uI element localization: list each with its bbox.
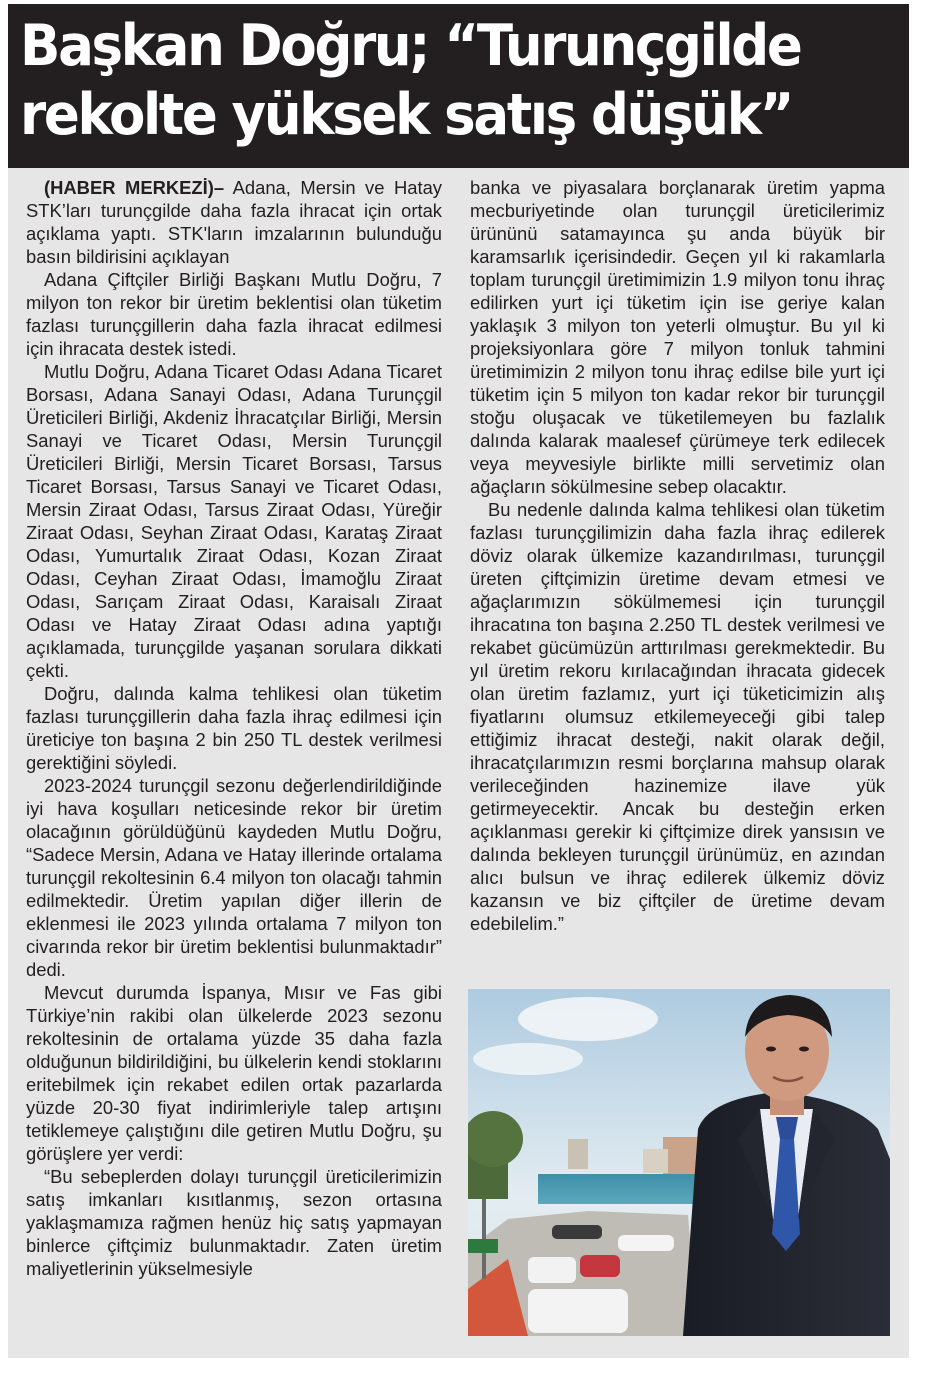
article-paragraph: Doğru, dalında kalma tehlikesi olan tüketim fazlası turunçgillerin daha fazla ihraç edilmesi için üreticiye ton başına 2 bin 250 TL destek verilmesi gerektiğini söyledi. [26,683,442,773]
article-column-right [470,176,885,935]
article-paragraph: Mutlu Doğru, Adana Ticaret Odası Adana Ticaret Borsası, Adana Sanayi Odası, Adana Turunçgil Üreticileri Birliği, Akdeniz İhracatçılar Birliği, Mersin Sanayi ve Ticaret Odası, Mersin Turunçgil Üreticileri Birliği, Mersin Ticaret Borsası, Tarsus Ticaret Borsası, Tarsus Sanayi ve Ticaret Odası, Mersin Ziraat Odası, Tarsus Ziraat Odası, Yüreğir Ziraat Odası, Seyhan Ziraat Odası, Karataş Ziraat Odası, Yumurtalık Ziraat Odası, Kozan Ziraat Odası, Ceyhan Ziraat Odası, İmamoğlu Ziraat Odası, Sarıçam Ziraat Odası, Karaisalı Ziraat Odası ve Hatay Ziraat Odası adına yaptığı açıklamada, turunçgilde yaşanan sorulara dikkati çekti. [26,361,442,681]
article-paragraph: Bu nedenle dalında kalma tehlikesi olan tüketim fazlası turunçgilimizin daha fazla ihraç edilerek döviz olarak ülkemize kazandırılması, turunçgil üreten çiftçimizin üretime devam etmesi ve ağaçlarımızın sökülmemesi için turunçgil ihracatına ton başına 2.250 TL destek verilmesi ve rekabet gücümüzün arttırılması gerekmektedir. Bu yıl üretim rekoru kırılacağından ihracata gidecek olan üretim fazlamız, yurt içi tüketicimizin alış fiyatlarını olumsuz etkilemeyeceği gibi talep ettiğimiz ihracat desteği, nakit olarak değil, ihracatçılarımızın resmi borçlarına mahsup olarak verileceğinden hazinemize ilave yük getirmeyecektir. Ancak bu desteğin erken açıklanması gerekir ki çiftçimize direk yansısın ve dalında bekleyen turunçgil ürünümüz, en azından alıcı bulsun ve ihraç edilerek ülkemiz döviz kazansın ve biz çiftçiler de üretime devam edebilelim.” [470,499,885,934]
article-paragraph: Adana Çiftçiler Birliği Başkanı Mutlu Doğru, 7 milyon ton rekor bir üretim beklentisi olan tüketim fazlası turunçgillerin daha fazla ihracat edilmesi için ihracata destek istedi. [26,269,442,359]
portrait-photo [468,989,890,1336]
article-paragraph: 2023-2024 turunçgil sezonu değerlendirildiğinde iyi hava koşulları neticesinde rekor bir üretim olacağının görüldüğünü kaydeden Mutlu Doğru, “Sadece Mersin, Adana ve Hatay illerinde ortalama turunçgil rekoltesinin 6.4 milyon ton olacağı tahmin edilmektedir. Üretim yapılan diğer illerin de eklenmesi ile 2023 yılında ortalama 7 milyon ton civarında rekor bir üretim beklentisi bulunmaktadır” dedi. [26,775,442,980]
headline-line-2: rekolte yüksek satış düşük” [20,82,793,148]
article-paragraph: Mevcut durumda İspanya, Mısır ve Fas gibi Türkiye’nin rakibi olan ülkelerde 2023 sezonu rekoltesinin de ortalama yüzde 35 daha fazla olduğunun bildirildiğini, bu ülkelerin kendi stoklarını eritebilmek için rekabet edilen ortak pazarlarda yüzde 20-30 fiyat indirimleriyle talep artışını tetiklemeye çalıştığını dile getiren Mutlu Doğru, şu görüşlere yer verdi: [26,982,442,1164]
headline-banner [8,4,909,168]
photo-illustration [468,989,890,1336]
news-source-tag: (HABER MERKEZİ)– [44,177,225,198]
article-paragraph: (HABER MERKEZİ)– Adana, Mersin ve Hatay STK’ları turunçgilde daha fazla ihracat için ortak açıklama yaptı. STK'ların imzalarının bulunduğu basın bildirisini açıklayan [26,177,442,267]
article-paragraph: banka ve piyasalara borçlanarak üretim yapma mecburiyetinde olan turunçgil üreticilerimiz ürününü satamayınca şu anda büyük bir karamsarlık içerisindedir. Geçen yıl ki rakamlarla toplam turunçgil üretimimizin 1.9 milyon tonu ihraç edilirken yurt içi tüketim için ise geriye kalan yaklaşık 3 milyon ton yeterli olmuştur. Bu yıl ki projeksiyonlara göre 7 milyon tonluk tahmini üretimimizin 2 milyon tonu ihraç edilse bile yurt içi tüketim için 5 milyon ton kadar rekor bir turunçgil stoğu oluşacak ve tüketilemeyen bu fazlalık dalında kalarak maalesef çürümeye terk edilecek veya meyvesiyle birlikte milli servetimiz olan ağaçların sökülmesine sebep olacaktır. [470,177,885,497]
headline-line-1: Başkan Doğru; “Turunçgilde [20,13,801,79]
article-paragraph: “Bu sebeplerden dolayı turunçgil üreticilerimizin satış imkanları kısıtlanmış, sezon ortasına yaklaşmamıza rağmen henüz hiç satış yapmayan binlerce çiftçimiz bulunmaktadır. Zaten üretim maliyetlerinin yükselmesiyle [26,1166,442,1279]
article-column-left [26,176,442,1280]
headline [20,12,836,150]
